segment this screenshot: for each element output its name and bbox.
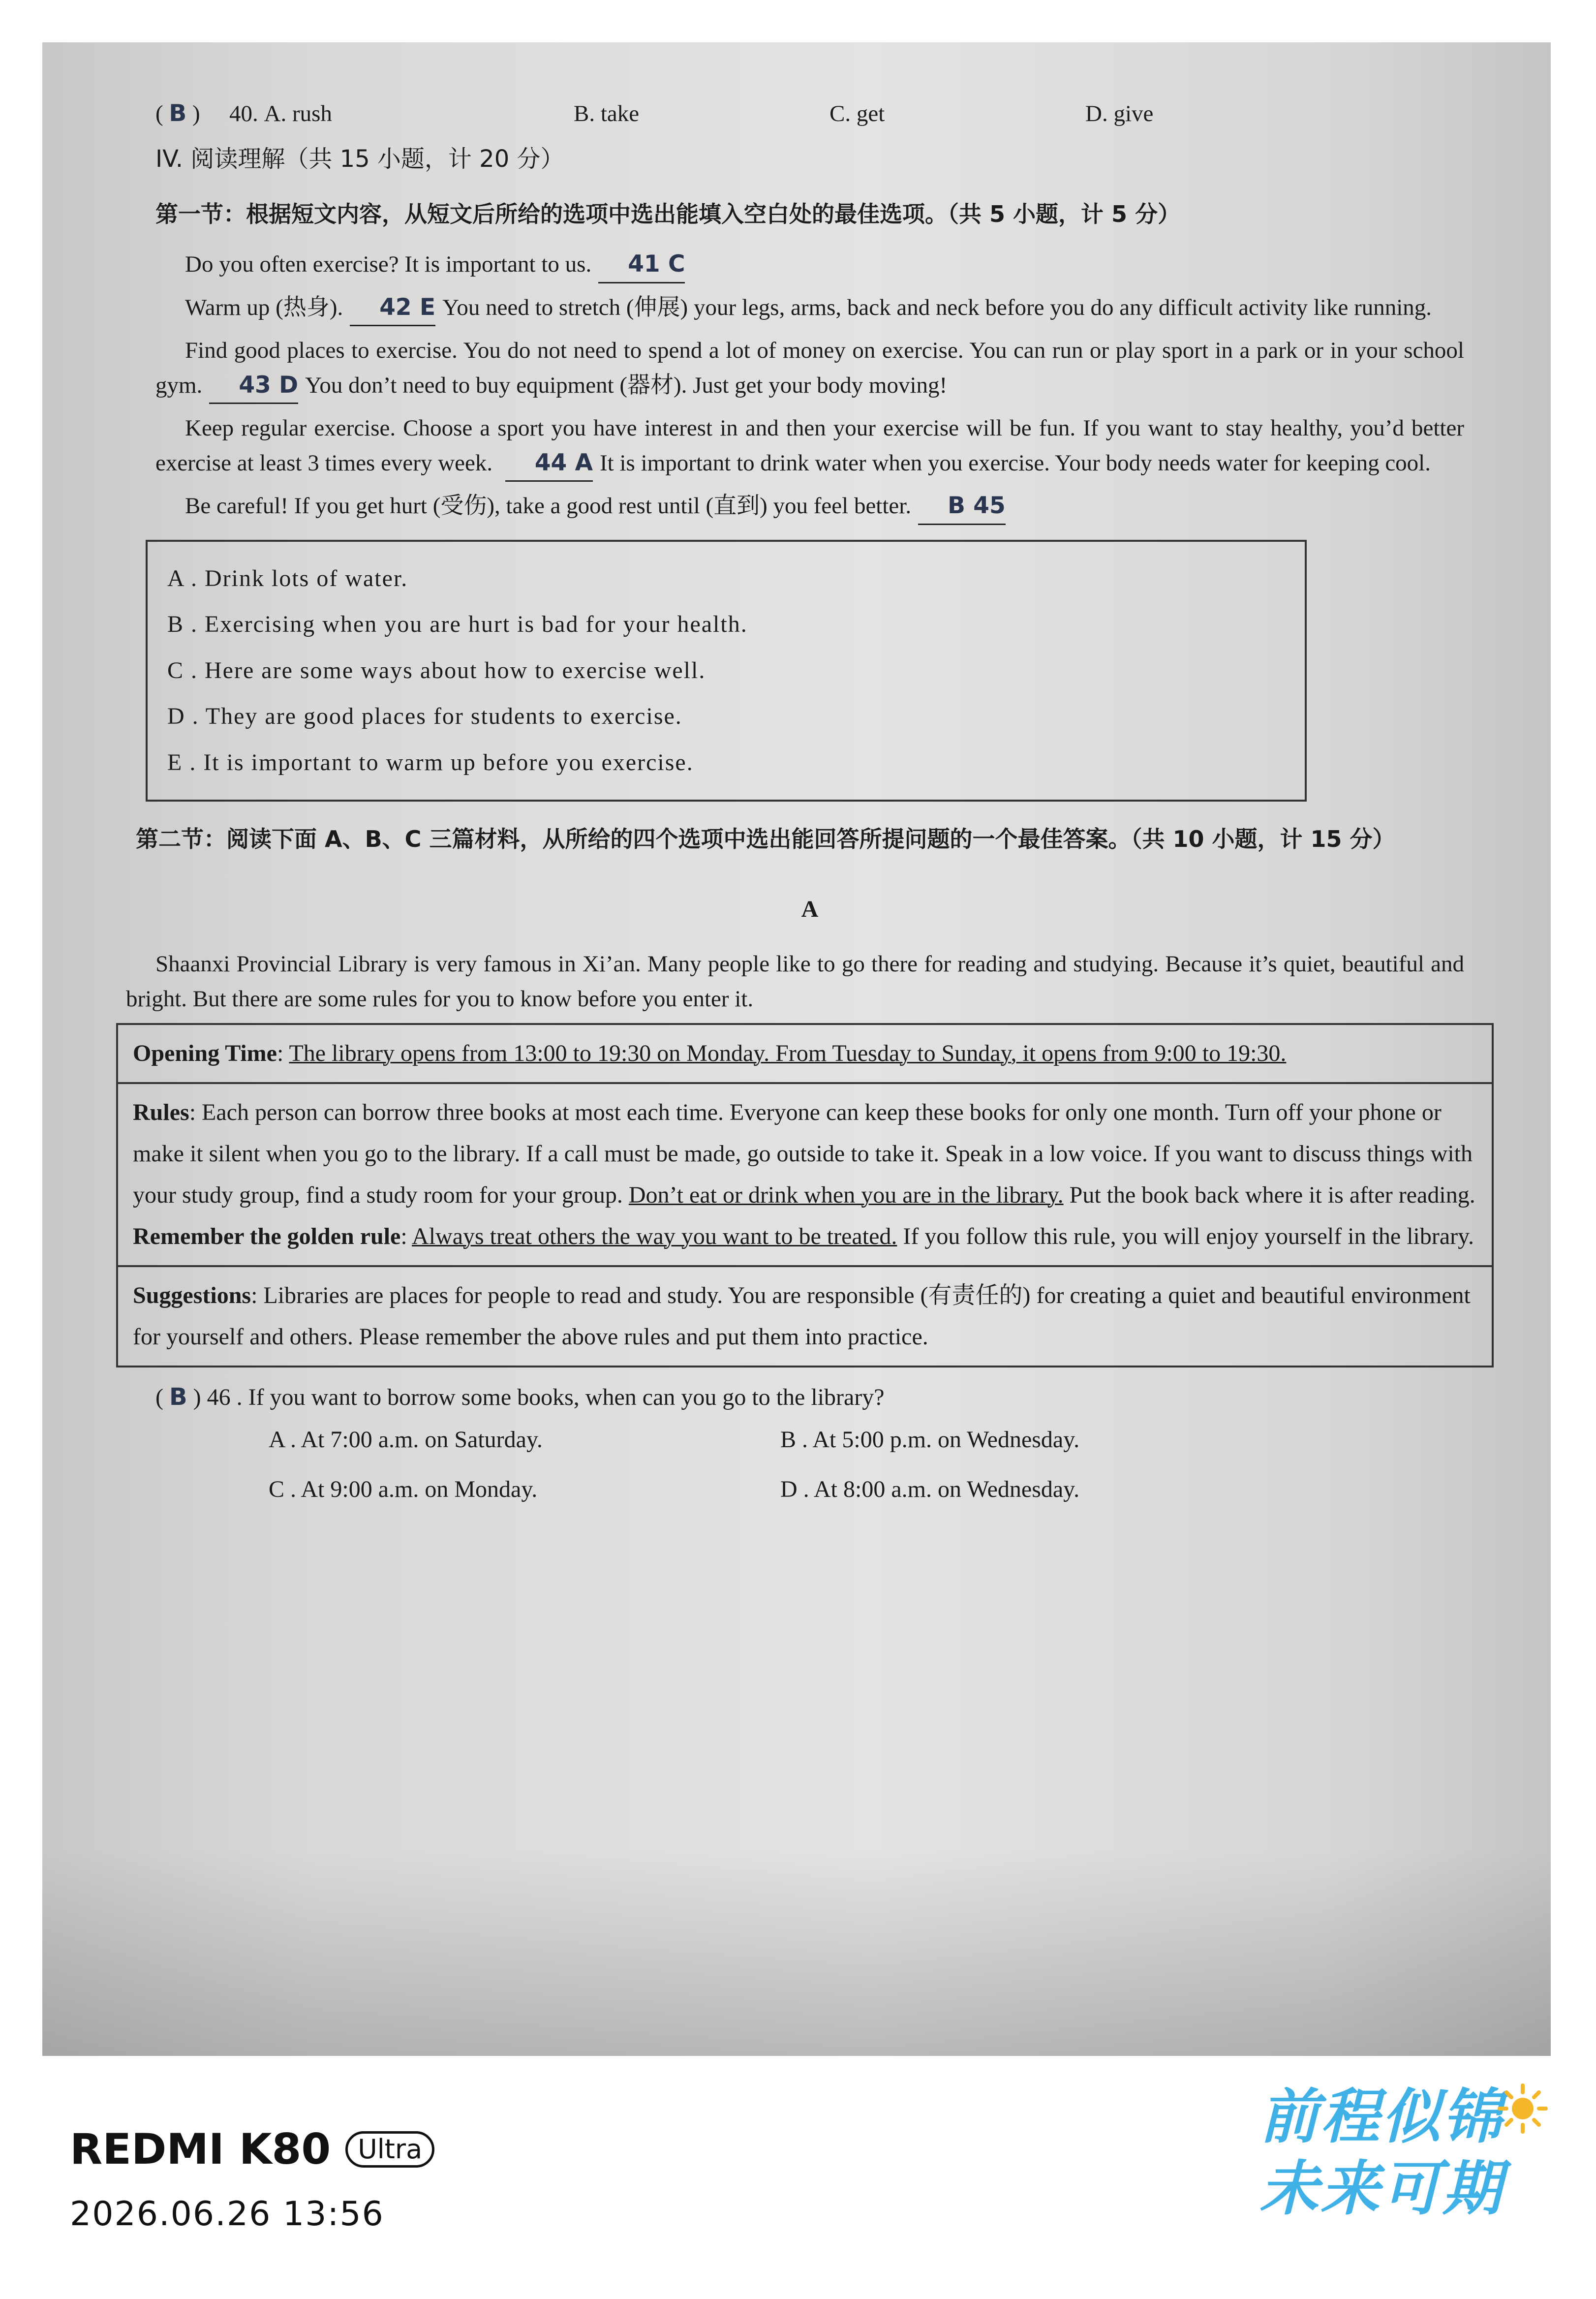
- option-e: E . It is important to warm up before you exercise.: [167, 749, 694, 776]
- blank-45: B 45: [918, 489, 1006, 525]
- question-46-options: [269, 1415, 1464, 1515]
- slogan-sticker: 前程似锦 未来可期: [1259, 2083, 1504, 2224]
- blank-44: 44 A: [505, 446, 593, 482]
- option-46b: B . At 5:00 p.m. on Wednesday.: [780, 1427, 1080, 1453]
- blank-43: 43 D: [209, 368, 298, 404]
- opening-time-row: Opening Time: The library opens from 13:00 to 19:30 on Monday. From Tuesday to Sunday, it opens from 9:00 to 19:30.: [118, 1025, 1492, 1084]
- sun-icon: [1496, 2082, 1550, 2136]
- question-46: ( B ) 46 . If you want to borrow some books, when can you go to the library?: [155, 1383, 885, 1411]
- option-b: B . Exercising when you are hurt is bad for your health.: [167, 611, 748, 638]
- passage-paragraph-3: Find good places to exercise. You do not need to spend a lot of money on exercise. You can run or play sport in a park or in your school gym. 43 D You don’t need to buy equipment (器材). Just get your body moving!: [155, 333, 1464, 404]
- option-46a: A . At 7:00 a.m. on Saturday.: [269, 1427, 543, 1453]
- edition-badge: Ultra: [345, 2131, 434, 2168]
- options-box: [146, 540, 1307, 802]
- passage-a-label: A: [801, 896, 819, 923]
- option-40c: C. get: [829, 101, 885, 126]
- option-d: D . They are good places for students to exercise.: [167, 703, 682, 730]
- passage-paragraph-5: Be careful! If you get hurt (受伤), take a good rest until (直到) you feel better. B 45: [155, 489, 1464, 525]
- exam-paper: [126, 96, 1475, 2016]
- answer-40: B: [169, 100, 187, 127]
- blank-41: 41 C: [598, 247, 685, 283]
- library-info-table: [116, 1023, 1494, 1367]
- photo-area: [42, 42, 1551, 2056]
- camera-watermark-datetime: 2026.06.26 13:56: [70, 2195, 384, 2234]
- option-46c: C . At 9:00 a.m. on Monday.: [269, 1476, 538, 1502]
- option-c: C . Here are some ways about how to exercise well.: [167, 657, 706, 683]
- question-40: ( B ) 40. A. rush B. take C. get D. give: [155, 96, 1464, 131]
- camera-watermark-brand: REDMI K80 Ultra: [70, 2125, 434, 2174]
- option-40b: B. take: [574, 101, 640, 126]
- section-4-title: IV. 阅读理解（共 15 小题，计 20 分）: [155, 145, 564, 173]
- part-1-title: 第一节：根据短文内容，从短文后所给的选项中选出能填入空白处的最佳选项。（共 5 小题，计 5 分）: [155, 200, 1181, 227]
- rules-row: Rules: Each person can borrow three books at most each time. Everyone can keep these books for only one month. Turn off your phone or make it silent when you go to the library. If a call must be made, go outside to take it. Speak in a low voice. If you want to discuss things with your study group, find a study room for your group. Don’t eat or drink when you are in the library. Put the book back where it is after reading. Remember the golden rule: Always treat others the way you want to be treated. If you follow this rule, you will enjoy yourself in the library.: [118, 1084, 1492, 1267]
- part-2-title: 第二节：阅读下面 A、B、C 三篇材料，从所给的四个选项中选出能回答所提问题的一个最佳答案。（共 10 小题，计 15 分）: [136, 825, 1395, 852]
- option-46d: D . At 8:00 a.m. on Wednesday.: [780, 1476, 1080, 1502]
- passage-paragraph-1: Do you often exercise? It is important to us. 41 C: [155, 247, 1464, 283]
- option-40d: D. give: [1085, 101, 1154, 126]
- passage-paragraph-4: Keep regular exercise. Choose a sport you have interest in and then your exercise will be fun. If you want to stay healthy, you’d better exercise at least 3 times every week. 44 A It is important to drink water when you exercise. Your body needs water for keeping cool.: [155, 411, 1464, 482]
- passage-a-intro: Shaanxi Provincial Library is very famous in Xi’an. Many people like to go there for reading and studying. Because it’s quiet, beautiful and bright. But there are some rules for you to know before you enter it.: [126, 951, 1464, 1012]
- option-a: A . Drink lots of water.: [167, 565, 408, 591]
- passage-paragraph-2: Warm up (热身). 42 E You need to stretch (伸展) your legs, arms, back and neck before you do any difficult activity like running.: [155, 290, 1464, 327]
- suggestions-row: Suggestions: Libraries are places for people to read and study. You are responsible (有责任的) for creating a quiet and beautiful environment for yourself and others. Please remember the above rules and put them into practice.: [133, 1282, 1471, 1350]
- blank-42: 42 E: [350, 290, 435, 327]
- answer-46: B: [169, 1383, 187, 1411]
- option-40a: A. rush: [264, 101, 332, 126]
